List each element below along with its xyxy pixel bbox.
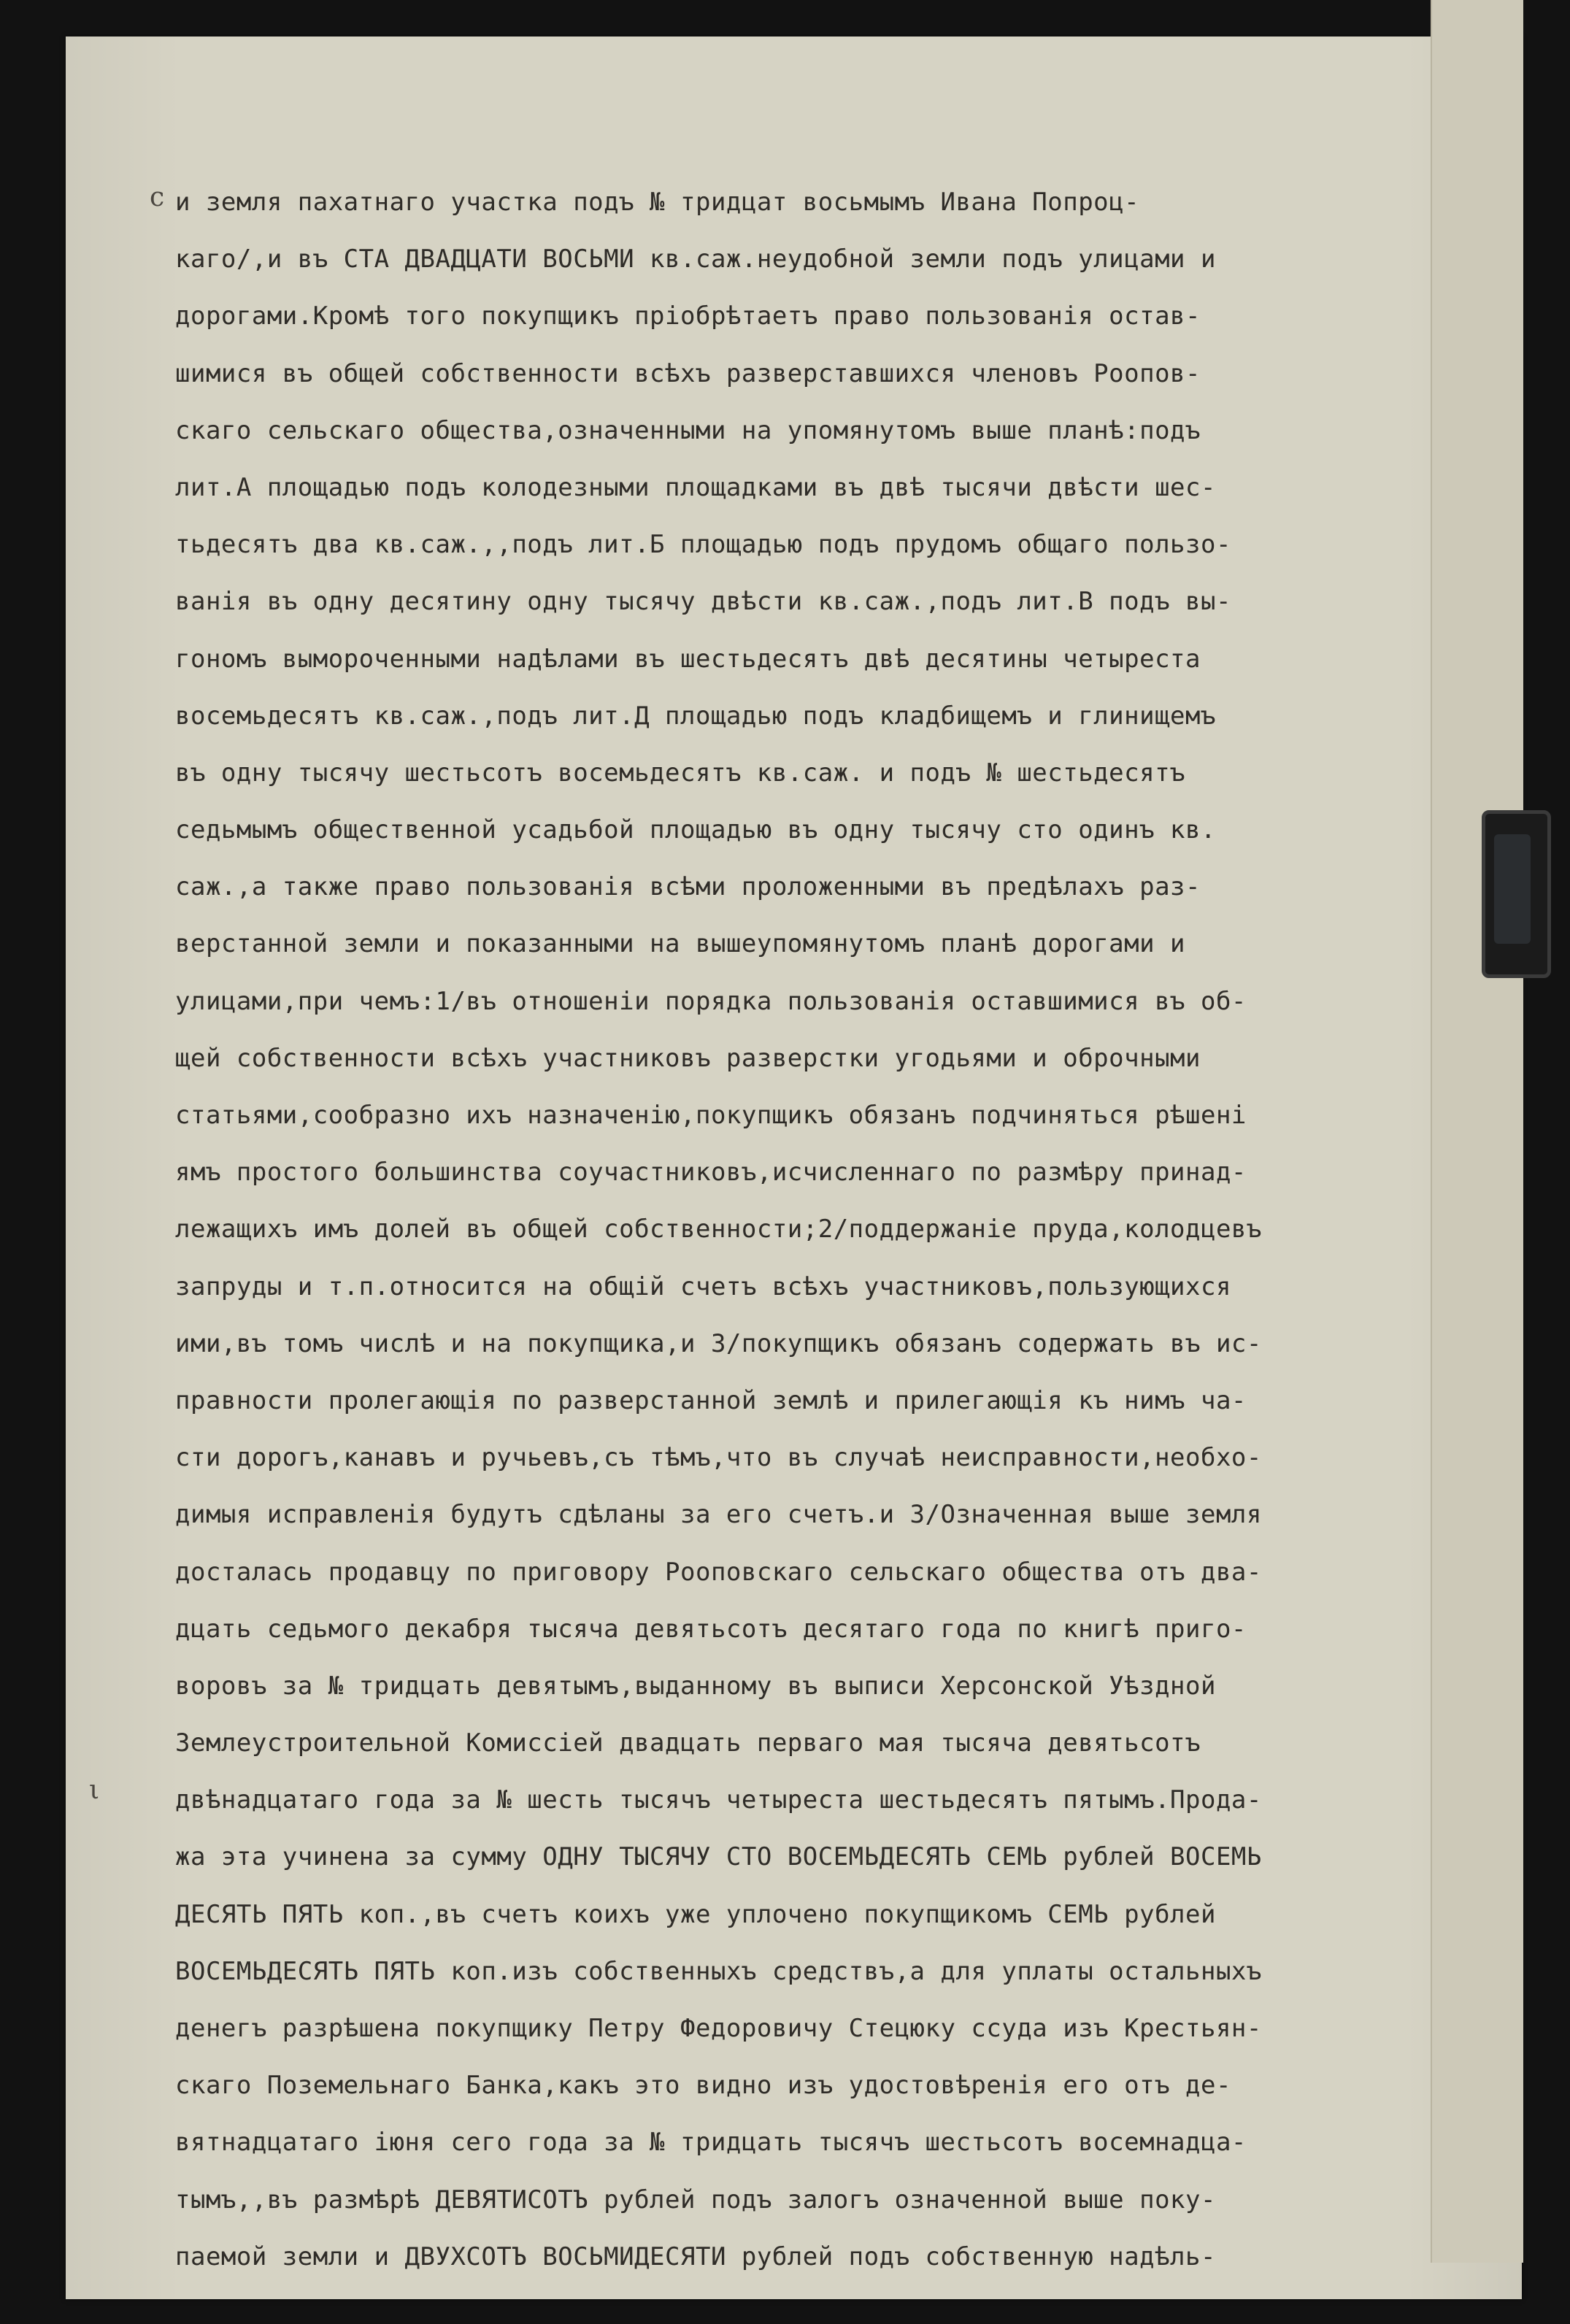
text-line: правности пролегающія по разверстанной землѣ и прилегающія къ нимъ ча- (175, 1385, 1247, 1415)
text-line: шимися въ общей собственности всѣхъ разверставшихся членовъ Роопов- (175, 358, 1201, 388)
text-line: Землеустроительной Комиссіей двадцать перваго мая тысяча девятьсотъ (175, 1728, 1201, 1758)
text-line: верстанной земли и показанными на вышеупомянутомъ планѣ дорогами и (175, 929, 1186, 959)
text-line: дорогами.Кромѣ того покупщикъ пріобрѣтаетъ право пользованія остав- (175, 301, 1201, 331)
text-line: тьдесятъ два кв.саж.,,подъ лит.Б площадью подъ прудомъ общаго пользо- (175, 530, 1231, 560)
text-line: вятнадцатаго іюня сего года за № тридцать тысячъ шестьсотъ восемнадца- (175, 2128, 1247, 2158)
text-line: сти дорогъ,канавъ и ручьевъ,съ тѣмъ,что въ случаѣ неисправности,необхо- (175, 1443, 1262, 1473)
text-line: ВОСЕМЬДЕСЯТЬ ПЯТЬ коп.изъ собственныхъ средствъ,а для уплаты остальныхъ (175, 1956, 1262, 1986)
text-line: досталась продавцу по приговору Рооповскаго сельскаго общества отъ два- (175, 1557, 1262, 1587)
binder-clip-inner (1494, 834, 1531, 944)
text-line: скаго сельскаго общества,означенными на упомянутомъ выше планѣ:подъ (175, 415, 1201, 445)
text-line: димыя исправленія будутъ сдѣланы за его счетъ.и 3/Означенная выше земля (175, 1500, 1262, 1530)
text-line: тымъ,,въ размѣрѣ ДЕВЯТИСОТЪ рублей подъ залогъ означенной выше поку- (175, 2185, 1216, 2215)
text-line: паемой земли и ДВУХСОТЪ ВОСЬМИДЕСЯТИ рублей подъ собственную надѣль- (175, 2242, 1216, 2271)
text-line: улицами,при чемъ:1/въ отношеніи порядка пользованія оставшимися въ об- (175, 986, 1247, 1016)
binder-clip (1482, 810, 1551, 978)
text-line: лит.А площадью подъ колодезными площадками въ двѣ тысячи двѣсти шес- (175, 472, 1216, 502)
text-line: каго/,и въ СТА ДВАДЦАТИ ВОСЬМИ кв.саж.неудобной земли подъ улицами и (175, 245, 1216, 274)
text-line: жа эта учинена за сумму ОДНУ ТЫСЯЧУ СТО ВОСЕМЬДЕСЯТЬ СЕМЬ рублей ВОСЕМЬ (175, 1842, 1262, 1872)
text-line: ими,въ томъ числѣ и на покупщика,и 3/покупщикъ обязанъ содержать въ ис- (175, 1328, 1262, 1358)
text-line: ямъ простого большинства соучастниковъ,исчисленнаго по размѣру принад- (175, 1158, 1247, 1188)
text-line: дцать седьмого декабря тысяча девятьсотъ десятаго года по книгѣ приго- (175, 1614, 1247, 1644)
text-line: запруды и т.п.относится на общій счетъ всѣхъ участниковъ,пользующихся (175, 1271, 1231, 1301)
text-line: воровъ за № тридцать девятымъ,выданному въ выписи Херсонской Уѣздной (175, 1671, 1216, 1701)
text-line: саж.,а также право пользованія всѣми проложенными въ предѣлахъ раз- (175, 872, 1201, 902)
text-line: ДЕСЯТЬ ПЯТЬ коп.,въ счетъ коихъ уже уплочено покупщикомъ СЕМЬ рублей (175, 1899, 1216, 1929)
text-line: двѣнадцатаго года за № шесть тысячъ четыреста шестьдесятъ пятымъ.Прода- (175, 1785, 1262, 1815)
text-line: скаго Поземельнаго Банка,какъ это видно изъ удостовѣренія его отъ де- (175, 2071, 1231, 2101)
typed-text-body (175, 174, 1460, 2285)
margin-mark-bottom: ι (89, 1775, 100, 1805)
text-line: и земля пахатнаго участка подъ № тридцат восьмымъ Ивана Попроц- (175, 188, 1140, 217)
text-line: седьмымъ общественной усадьбой площадью въ одну тысячу сто одинъ кв. (175, 815, 1216, 845)
text-line: восемьдесятъ кв.саж.,подъ лит.Д площадью подъ кладбищемъ и глинищемъ (175, 701, 1216, 731)
text-line: ванія въ одну десятину одну тысячу двѣсти кв.саж.,подъ лит.В подъ вы- (175, 587, 1231, 617)
text-line: въ одну тысячу шестьсотъ восемьдесятъ кв.саж. и подъ № шестьдесятъ (175, 758, 1186, 788)
text-line: денегъ разрѣшена покупщику Петру Федоровичу Стецюку ссуда изъ Крестьян- (175, 2014, 1262, 2043)
text-line: гономъ вымороченными надѣлами въ шестьдесятъ двѣ десятины четыреста (175, 644, 1201, 674)
text-line: лежащихъ имъ долей въ общей собственности;2/поддержаніе пруда,колодцевъ (175, 1215, 1262, 1244)
margin-mark-top: с (150, 182, 165, 212)
text-line: статьями,сообразно ихъ назначенію,покупщикъ обязанъ подчиняться рѣшені (175, 1101, 1247, 1130)
text-line: щей собственности всѣхъ участниковъ разверстки угодьями и оброчными (175, 1043, 1201, 1073)
